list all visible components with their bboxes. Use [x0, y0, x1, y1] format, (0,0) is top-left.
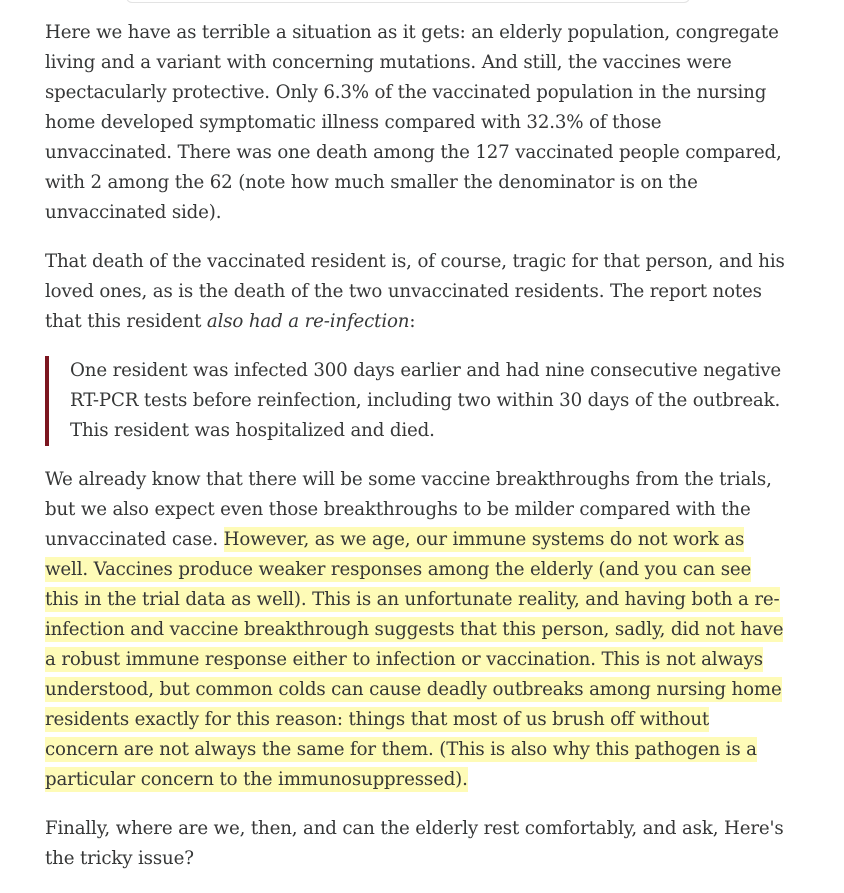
- paragraph-vaccinated-death: [45, 247, 785, 337]
- embedded-card-edge: [126, 0, 690, 3]
- report-blockquote: [45, 356, 785, 446]
- paragraph-cut-off: Finally, where are we, then, and can the elderly rest comfortably, and ask, Here's the tricky issue?: [45, 818, 784, 869]
- paragraph-text: We already know that there will be some vaccine breakthroughs from the trials, but we also expect even those breakthroughs to be milder compared with the unvaccinated case.: [45, 469, 772, 550]
- paragraph-text: That death of the vaccinated resident is, of course, tragic for that person, and his loved ones, as is the death of the two unvaccinated residents. The report notes that this resident: [45, 251, 785, 332]
- blockquote-text: One resident was infected 300 days earlier and had nine consecutive negative RT-PCR tests before reinfection, including two within 30 days of the outbreak. This resident was hospitalized and died.: [70, 360, 782, 441]
- article-body: [45, 18, 785, 893]
- paragraph-vaccine-protection: Here we have as terrible a situation as it gets: an elderly population, congregate living and a variant with concerning mutations. And still, the vaccines were spectacularly protective. Only 6.3% of the vaccinated population in the nursing home developed symptomatic illness compared with 32.3% of those unvaccinated. There was one death among the 127 vaccinated people compared, with 2 among the 62 (note how much smaller the denominator is on the unvaccinated side).: [45, 22, 782, 223]
- paragraph-colon: :: [409, 311, 416, 332]
- emphasis-reinfection: also had a re-infection: [206, 311, 410, 332]
- highlighted-passage[interactable]: However, as we age, our immune systems do not work as well. Vaccines produce weaker responses among the elderly (and you can see this in the trial data as well). This is an unfortunate reality, and having both a re-infection and vaccine breakthrough suggests that this person, sadly, did not have a robust immune response either to infection or vaccination. This is not always understood, but common colds can cause deadly outbreaks among nursing home residents exactly for this reason: things that most of us brush off without concern are not always the same for them. (This is also why this pathogen is a particular concern to the immunosuppressed).: [45, 529, 784, 790]
- paragraph-breakthroughs: [45, 465, 785, 795]
